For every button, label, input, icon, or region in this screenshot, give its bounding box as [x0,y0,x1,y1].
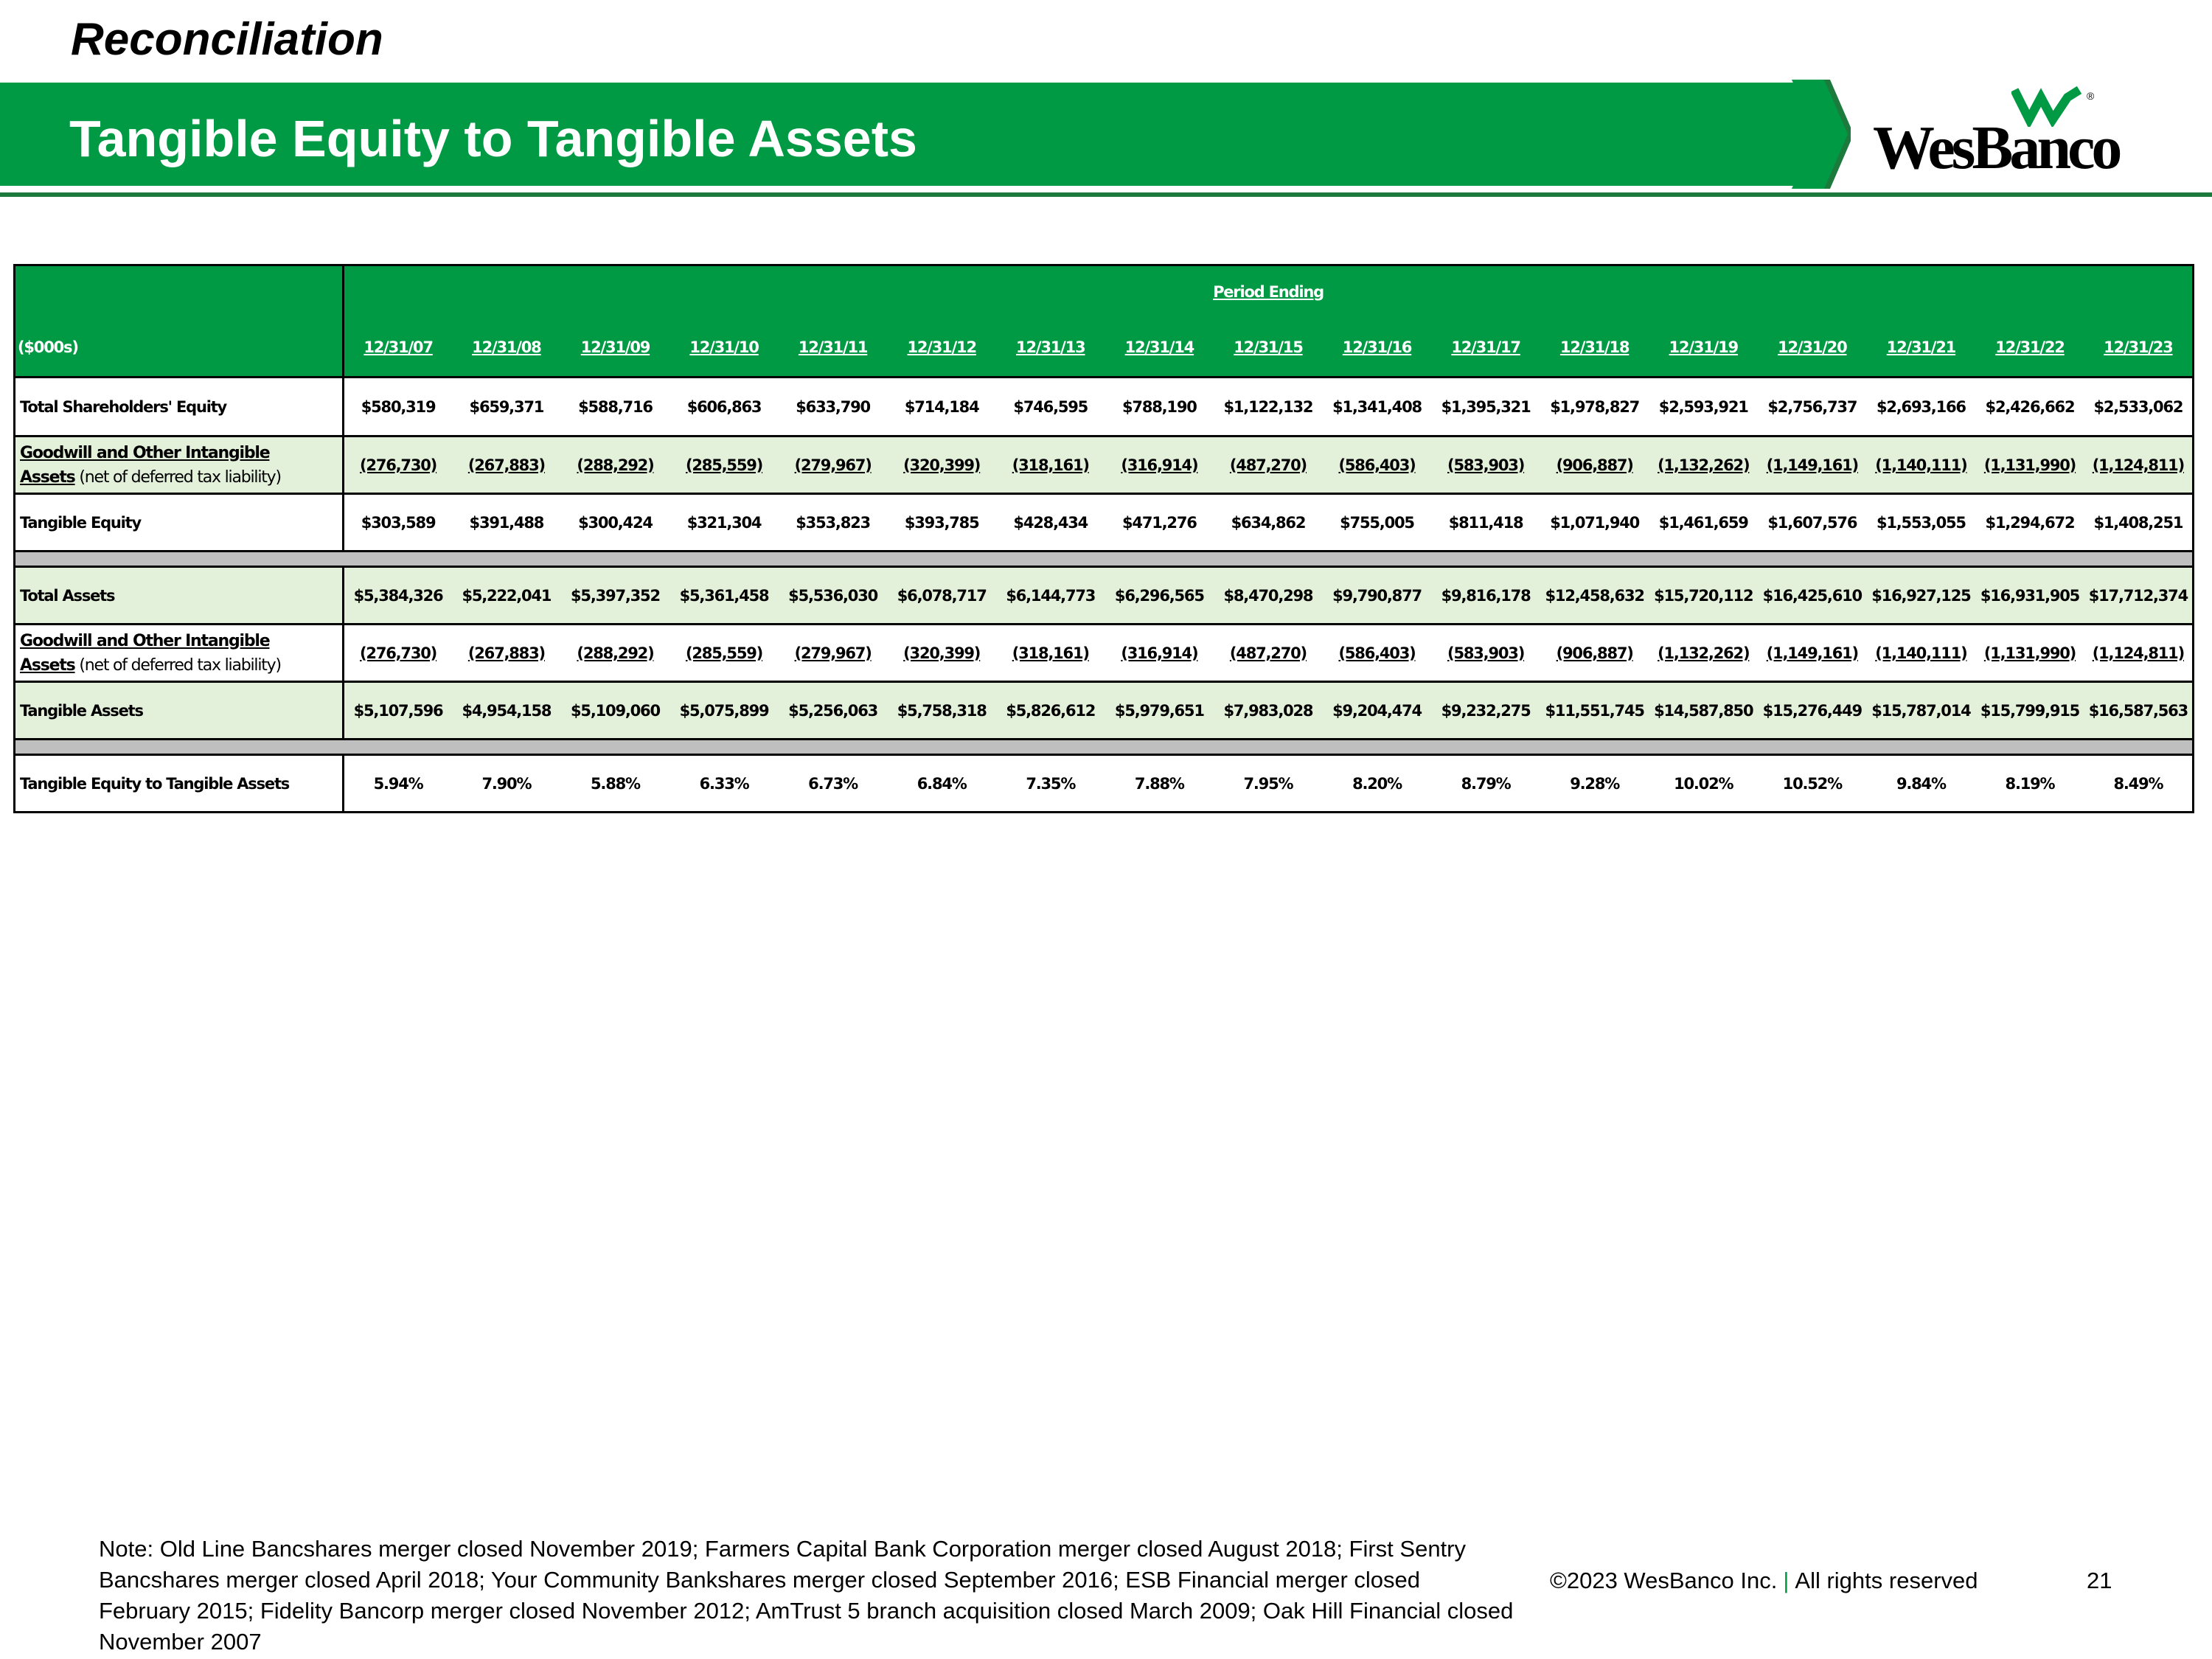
value-text: (1,124,811) [2092,644,2184,662]
value-cell: $9,816,178 [1431,567,1540,625]
value-cell [779,437,888,494]
date-header: 12/31/10 [669,319,779,378]
page-number: 21 [2087,1568,2112,1593]
value-cell [452,437,561,494]
value-cell: $5,536,030 [779,567,888,625]
value-cell [1975,437,2084,494]
row-label [15,625,344,682]
value-cell [669,437,779,494]
value-cell: $5,361,458 [669,567,779,625]
value-cell: $2,756,737 [1758,378,1867,437]
value-cell [2084,437,2194,494]
value-cell [887,437,996,494]
value-cell: $634,862 [1214,494,1323,552]
value-cell: $6,296,565 [1105,567,1214,625]
value-cell: 5.88% [561,755,670,813]
value-cell: 7.35% [996,755,1105,813]
value-cell: $12,458,632 [1540,567,1649,625]
value-text: (318,161) [1012,456,1089,474]
value-cell: $606,863 [669,378,779,437]
page-title: Tangible Equity to Tangible Assets [69,110,917,167]
value-cell [561,437,670,494]
date-header: 12/31/21 [1867,319,1976,378]
value-cell: $1,607,576 [1758,494,1867,552]
row-label: Tangible Equity to Tangible Assets [15,755,344,813]
value-cell: $5,075,899 [669,682,779,740]
value-cell [887,625,996,682]
rights-text: All rights reserved [1795,1568,1978,1593]
value-cell [344,625,453,682]
value-cell: $428,434 [996,494,1105,552]
value-cell [561,625,670,682]
value-cell: $5,107,596 [344,682,453,740]
copyright-text: ©2023 WesBanco Inc. [1550,1568,1778,1593]
value-cell: $6,078,717 [887,567,996,625]
value-text: (1,131,990) [1983,456,2076,474]
date-header: 12/31/12 [887,319,996,378]
value-cell: $788,190 [1105,378,1214,437]
value-cell: $391,488 [452,494,561,552]
logo-registered-mark: ® [2087,90,2095,102]
reconciliation-table [13,264,2194,813]
value-cell: $2,533,062 [2084,378,2194,437]
value-cell [1649,437,1758,494]
row-label-note: (net of deferred tax liability) [74,655,281,675]
value-cell: $15,799,915 [1975,682,2084,740]
header-blank-cell [15,265,344,319]
value-cell: $5,826,612 [996,682,1105,740]
value-cell [1649,625,1758,682]
footer-separator: | [1783,1568,1790,1593]
value-cell: $17,712,374 [2084,567,2194,625]
value-text: (267,883) [467,644,545,662]
row-total-assets [15,567,2194,625]
value-cell [1758,625,1867,682]
row-tangible-equity [15,494,2194,552]
value-cell [779,625,888,682]
period-header-row [15,265,2194,319]
value-cell [1105,437,1214,494]
value-cell: 6.73% [779,755,888,813]
value-cell: $811,418 [1431,494,1540,552]
separator-cell [15,740,2194,755]
value-cell: 8.49% [2084,755,2194,813]
value-cell: $16,425,610 [1758,567,1867,625]
unit-label: ($000s) [15,319,344,378]
date-header: 12/31/17 [1431,319,1540,378]
value-cell: $1,408,251 [2084,494,2194,552]
row-label: Tangible Assets [15,682,344,740]
value-cell: $2,693,166 [1867,378,1976,437]
value-cell [2084,625,2194,682]
value-cell [1867,625,1976,682]
value-text: (1,124,811) [2092,456,2184,474]
value-cell [1758,437,1867,494]
value-text: (285,559) [686,644,763,662]
value-cell [344,437,453,494]
value-text: (906,887) [1556,644,1633,662]
value-cell: $588,716 [561,378,670,437]
value-cell [1867,437,1976,494]
value-text: (320,399) [903,644,981,662]
date-header: 12/31/19 [1649,319,1758,378]
value-cell: 6.84% [887,755,996,813]
value-text: (1,132,262) [1658,644,1750,662]
value-cell: $580,319 [344,378,453,437]
row-total-shareholders-equity [15,378,2194,437]
title-banner [0,83,1827,186]
value-cell: 9.28% [1540,755,1649,813]
value-text: (285,559) [686,456,763,474]
copyright [1550,1568,1978,1594]
value-text: (279,967) [794,456,872,474]
value-text: (288,292) [577,456,654,474]
value-cell: $1,553,055 [1867,494,1976,552]
value-text: (276,730) [360,456,437,474]
value-text: (279,967) [794,644,872,662]
value-cell: $4,954,158 [452,682,561,740]
value-cell [1431,625,1540,682]
value-cell: $5,109,060 [561,682,670,740]
value-cell: $16,927,125 [1867,567,1976,625]
date-header: 12/31/15 [1214,319,1323,378]
value-cell: $5,979,651 [1105,682,1214,740]
value-text: (320,399) [903,456,981,474]
row-label: Tangible Equity [15,494,344,552]
value-cell: $1,341,408 [1323,378,1432,437]
value-cell: 10.52% [1758,755,1867,813]
date-header: 12/31/13 [996,319,1105,378]
value-cell [1540,625,1649,682]
row-label-note: (net of deferred tax liability) [74,467,281,487]
value-cell: $9,204,474 [1323,682,1432,740]
value-cell: $471,276 [1105,494,1214,552]
value-cell: $1,461,659 [1649,494,1758,552]
value-cell: $14,587,850 [1649,682,1758,740]
value-cell: $8,470,298 [1214,567,1323,625]
row-label: Total Shareholders' Equity [15,378,344,437]
value-text: (1,140,111) [1875,456,1967,474]
row-label: Total Assets [15,567,344,625]
separator-cell [15,552,2194,567]
value-cell: $15,787,014 [1867,682,1976,740]
logo-wordmark: WesBanco [1873,114,2119,182]
value-cell [996,625,1105,682]
row-label-main: Goodwill and Other Intangible [20,631,270,650]
row-goodwill-1 [15,437,2194,494]
value-cell [1214,625,1323,682]
value-cell [1431,437,1540,494]
value-cell: $16,587,563 [2084,682,2194,740]
value-cell: $1,395,321 [1431,378,1540,437]
value-text: (487,270) [1229,456,1307,474]
value-cell: $746,595 [996,378,1105,437]
date-header: 12/31/22 [1975,319,2084,378]
value-cell: 7.90% [452,755,561,813]
value-text: (1,149,161) [1766,644,1858,662]
value-cell: $6,144,773 [996,567,1105,625]
value-cell: $5,222,041 [452,567,561,625]
value-cell: $1,978,827 [1540,378,1649,437]
value-cell: 7.88% [1105,755,1214,813]
date-header: 12/31/18 [1540,319,1649,378]
row-goodwill-2 [15,625,2194,682]
value-cell: $393,785 [887,494,996,552]
value-text: (288,292) [577,644,654,662]
section-separator [15,552,2194,567]
row-tangible-assets [15,682,2194,740]
row-label-main-cont: Assets [20,655,75,675]
value-cell: $5,758,318 [887,682,996,740]
value-cell: 7.95% [1214,755,1323,813]
value-text: (487,270) [1229,644,1307,662]
value-text: (586,403) [1338,644,1416,662]
date-header: 12/31/11 [779,319,888,378]
wesbanco-logo [1873,86,2153,181]
value-cell: $353,823 [779,494,888,552]
value-cell: 8.79% [1431,755,1540,813]
period-ending-label: Period Ending [344,265,2194,319]
section-separator [15,740,2194,755]
value-text: (583,903) [1447,456,1525,474]
value-text: (906,887) [1556,456,1633,474]
value-cell [996,437,1105,494]
date-header-row [15,319,2194,378]
value-cell: $7,983,028 [1214,682,1323,740]
value-cell: $1,071,940 [1540,494,1649,552]
date-header: 12/31/07 [344,319,453,378]
value-text: (583,903) [1447,644,1525,662]
value-cell: $15,720,112 [1649,567,1758,625]
value-text: (316,914) [1121,644,1198,662]
value-cell: $1,294,672 [1975,494,2084,552]
value-cell: 8.20% [1323,755,1432,813]
row-ratio [15,755,2194,813]
date-header: 12/31/08 [452,319,561,378]
value-cell: 6.33% [669,755,779,813]
value-cell: 10.02% [1649,755,1758,813]
date-header: 12/31/20 [1758,319,1867,378]
value-cell: $15,276,449 [1758,682,1867,740]
value-cell [1323,437,1432,494]
value-text: (586,403) [1338,456,1416,474]
value-cell: $5,256,063 [779,682,888,740]
value-cell: 8.19% [1975,755,2084,813]
date-header: 12/31/23 [2084,319,2194,378]
value-cell: $2,426,662 [1975,378,2084,437]
value-text: (1,132,262) [1658,456,1750,474]
value-text: (1,149,161) [1766,456,1858,474]
value-cell [1975,625,2084,682]
value-cell [452,625,561,682]
banner-chevron-icon [1792,80,1851,189]
value-cell: 5.94% [344,755,453,813]
value-text: (1,131,990) [1983,644,2076,662]
value-cell [1214,437,1323,494]
value-cell [1105,625,1214,682]
value-text: (316,914) [1121,456,1198,474]
value-cell: $5,397,352 [561,567,670,625]
value-cell: $321,304 [669,494,779,552]
date-header: 12/31/09 [561,319,670,378]
value-cell: $659,371 [452,378,561,437]
row-label [15,437,344,494]
value-cell: $5,384,326 [344,567,453,625]
value-cell: $300,424 [561,494,670,552]
value-cell: $2,593,921 [1649,378,1758,437]
value-cell: $1,122,132 [1214,378,1323,437]
banner-rule [0,192,2212,197]
value-cell: $9,232,275 [1431,682,1540,740]
value-cell: $9,790,877 [1323,567,1432,625]
value-text: (267,883) [467,456,545,474]
value-cell: $303,589 [344,494,453,552]
value-cell [1540,437,1649,494]
value-text: (276,730) [360,644,437,662]
value-text: (1,140,111) [1875,644,1967,662]
value-cell: $11,551,745 [1540,682,1649,740]
row-label-main: Goodwill and Other Intangible [20,443,270,462]
footnote: Note: Old Line Bancshares merger closed November 2019; Farmers Capital Bank Corporation merger closed August 2018; First Sentry Bancshares merger closed April 2018; Your Community Bankshares merger closed September 2016; ESB Financial merger closed February 2015; Fidelity Bancorp merger closed November 2012; AmTrust 5 branch acquisition closed March 2009; Oak Hill Financial closed November 2007 [99,1536,1514,1655]
row-label-main-cont: Assets [20,467,75,487]
value-cell: 9.84% [1867,755,1976,813]
value-cell [1323,625,1432,682]
date-header: 12/31/14 [1105,319,1214,378]
value-cell: $714,184 [887,378,996,437]
value-text: (318,161) [1012,644,1089,662]
value-cell: $16,931,905 [1975,567,2084,625]
date-header: 12/31/16 [1323,319,1432,378]
value-cell [669,625,779,682]
value-cell: $633,790 [779,378,888,437]
page-kicker: Reconciliation [71,14,383,65]
value-cell: $755,005 [1323,494,1432,552]
